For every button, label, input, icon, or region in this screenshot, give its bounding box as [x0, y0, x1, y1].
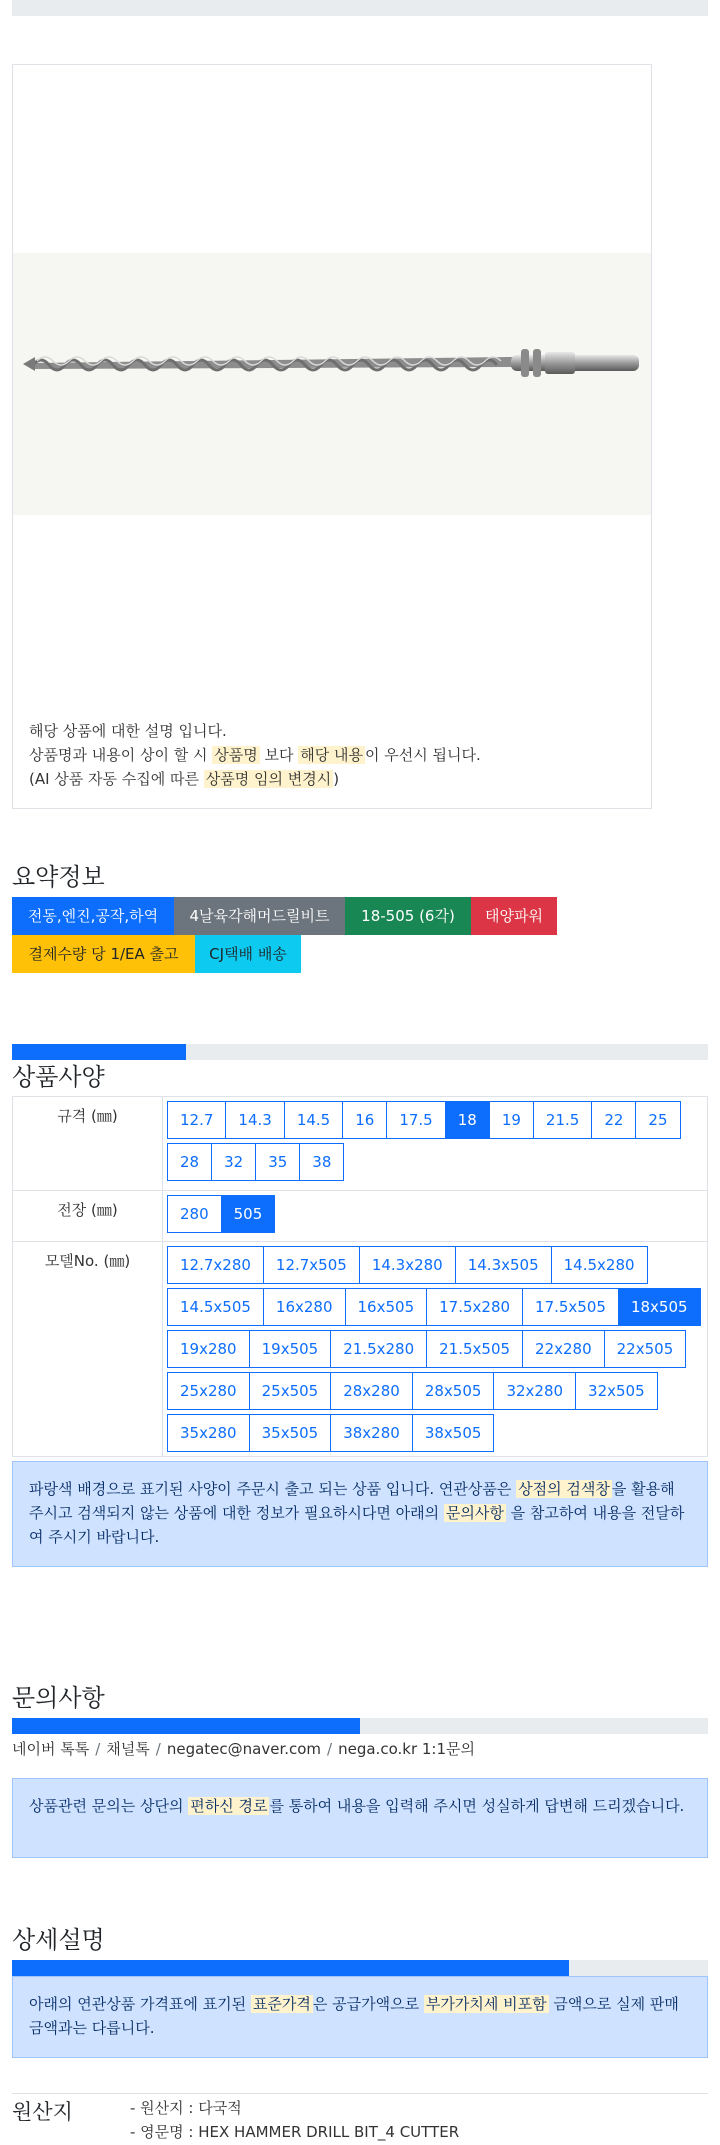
spec-option-14-3x280[interactable]: 14.3x280 [359, 1246, 456, 1284]
origin-divider [12, 2093, 708, 2094]
spec-label: 규격 (㎜) [13, 1097, 163, 1191]
top-progress-bar [12, 0, 708, 16]
summary-title: 요약정보 [12, 863, 105, 891]
spec-option-16x280[interactable]: 16x280 [263, 1288, 346, 1326]
spec-option-35x505[interactable]: 35x505 [249, 1414, 332, 1452]
spec-progress-bar [12, 1044, 708, 1060]
inquiry-notice [12, 1778, 708, 1858]
inquiry-progress-bar [12, 1718, 708, 1734]
description-line: 해당 상품에 대한 설명 입니다. [29, 722, 227, 740]
spec-table [12, 1096, 708, 1457]
text: 아래의 연관상품 가격표에 표기된 [29, 1995, 251, 2013]
spec-row-length [13, 1191, 708, 1242]
spec-option-14-5[interactable]: 14.5 [284, 1101, 343, 1139]
separator: / [327, 1740, 333, 1758]
channel-website-inquiry[interactable]: nega.co.kr 1:1문의 [338, 1740, 475, 1758]
description-line [29, 767, 481, 791]
spec-option-32[interactable]: 32 [211, 1143, 256, 1181]
spec-option-28x280[interactable]: 28x280 [330, 1372, 413, 1410]
text: 파랑색 배경으로 표기된 사양이 주문시 출고 되는 상품 입니다. 연관상품은 [29, 1480, 517, 1498]
spec-row-model [13, 1242, 708, 1457]
origin-line: - 영문명 : HEX HAMMER DRILL BIT_4 CUTTER [130, 2123, 460, 2141]
text: 을 활용해 주시고 검색되지 않는 상품에 대한 정보가 필요하시다면 아래의 [29, 1480, 675, 1522]
channel-talk[interactable]: 채널톡 [106, 1740, 150, 1758]
spec-option-17-5[interactable]: 17.5 [386, 1101, 445, 1139]
description-line [29, 743, 481, 767]
spec-option-16x505[interactable]: 16x505 [345, 1288, 428, 1326]
spec-label: 전장 (㎜) [13, 1191, 163, 1242]
spec-title: 상품사양 [12, 1063, 105, 1091]
spec-option-14-5x280[interactable]: 14.5x280 [551, 1246, 648, 1284]
spec-option-17-5x280[interactable]: 17.5x280 [426, 1288, 523, 1326]
summary-badge-model: 18-505 (6각) [345, 897, 471, 935]
text: 상품명과 내용이 상이 할 시 [29, 746, 213, 764]
spec-option-38x505[interactable]: 38x505 [412, 1414, 495, 1452]
summary-badge-shipping: CJ택배 배송 [195, 935, 301, 973]
spec-option-18x505[interactable]: 18x505 [618, 1288, 701, 1326]
spec-option-21-5[interactable]: 21.5 [533, 1101, 592, 1139]
text: 금액으로 실제 판매금액과는 다릅니다. [29, 1995, 679, 2037]
detail-progress-bar [12, 1960, 708, 1976]
spec-options [163, 1191, 708, 1242]
highlight-text: 표준가격 [252, 1995, 311, 2013]
text: 상품관련 문의는 상단의 [29, 1797, 189, 1815]
spec-option-21-5x280[interactable]: 21.5x280 [330, 1330, 427, 1368]
origin-label: 원산지 [12, 2100, 73, 2124]
highlight-text: 문의사항 [445, 1504, 504, 1522]
spec-option-28x505[interactable]: 28x505 [412, 1372, 495, 1410]
spec-option-19x280[interactable]: 19x280 [167, 1330, 250, 1368]
product-image-panel [12, 64, 652, 809]
highlight-text: 편하신 경로 [190, 1797, 268, 1815]
spec-option-280[interactable]: 280 [167, 1195, 222, 1233]
text: 을 참고하여 내용을 전달하여 주시기 바랍니다. [29, 1504, 685, 1546]
spec-options [163, 1097, 708, 1191]
spec-option-35x280[interactable]: 35x280 [167, 1414, 250, 1452]
channel-naver-talk[interactable]: 네이버 톡톡 [12, 1740, 90, 1758]
spec-notice [12, 1461, 708, 1567]
spec-option-14-5x505[interactable]: 14.5x505 [167, 1288, 264, 1326]
highlight-text: 상점의 검색창 [518, 1480, 610, 1498]
highlight-text: 해당 내용 [300, 746, 363, 764]
separator: / [155, 1740, 161, 1758]
spec-option-19x505[interactable]: 19x505 [249, 1330, 332, 1368]
highlight-text: 상품명 [214, 746, 258, 764]
spec-option-16[interactable]: 16 [342, 1101, 387, 1139]
channel-email[interactable]: negatec@naver.com [166, 1740, 322, 1758]
text: 이 우선시 됩니다. [364, 746, 481, 764]
text: 은 공급가액으로 [312, 1995, 424, 2013]
spec-option-22x505[interactable]: 22x505 [604, 1330, 687, 1368]
summary-badge-brand: 태양파워 [471, 897, 557, 935]
spec-option-22[interactable]: 22 [591, 1101, 636, 1139]
inquiry-title: 문의사항 [12, 1684, 105, 1712]
inquiry-channels [12, 1738, 475, 1759]
spec-option-18[interactable]: 18 [445, 1101, 490, 1139]
text: ) [333, 770, 340, 788]
drill-bit-image [13, 253, 651, 515]
origin-details [130, 2096, 459, 2144]
spec-option-35[interactable]: 35 [255, 1143, 300, 1181]
text: 를 통하여 내용을 입력해 주시면 성실하게 답변해 드리겠습니다. [269, 1797, 685, 1815]
spec-option-28[interactable]: 28 [167, 1143, 212, 1181]
text: (AI 상품 자동 수집에 따른 [29, 770, 204, 788]
spec-option-12-7[interactable]: 12.7 [167, 1101, 226, 1139]
spec-option-12-7x505[interactable]: 12.7x505 [263, 1246, 360, 1284]
detail-notice [12, 1976, 708, 2058]
detail-title: 상세설명 [12, 1926, 105, 1954]
spec-option-14-3[interactable]: 14.3 [225, 1101, 284, 1139]
progress-fill [12, 1960, 569, 1976]
spec-row-size [13, 1097, 708, 1191]
spec-option-32x505[interactable]: 32x505 [575, 1372, 658, 1410]
spec-option-38[interactable]: 38 [299, 1143, 344, 1181]
spec-option-14-3x505[interactable]: 14.3x505 [455, 1246, 552, 1284]
text: 보다 [259, 746, 299, 764]
spec-option-505[interactable]: 505 [221, 1195, 276, 1233]
spec-option-17-5x505[interactable]: 17.5x505 [522, 1288, 619, 1326]
origin-line: - 원산지 : 다국적 [130, 2099, 242, 2117]
spec-options [163, 1242, 708, 1457]
summary-badge-quantity: 결제수량 당 1/EA 출고 [12, 935, 195, 973]
spec-option-19[interactable]: 19 [489, 1101, 534, 1139]
spec-option-25x280[interactable]: 25x280 [167, 1372, 250, 1410]
product-description [29, 719, 481, 791]
separator: / [95, 1740, 101, 1758]
highlight-text: 상품명 임의 변경시 [205, 770, 332, 788]
spec-option-25x505[interactable]: 25x505 [249, 1372, 332, 1410]
highlight-text: 부가가치세 비포함 [425, 1995, 547, 2013]
spec-option-38x280[interactable]: 38x280 [330, 1414, 413, 1452]
summary-badge-type: 4날육각해머드릴비트 [174, 897, 345, 935]
spec-option-25[interactable]: 25 [635, 1101, 680, 1139]
product-photo [13, 253, 651, 515]
spec-option-32x280[interactable]: 32x280 [493, 1372, 576, 1410]
progress-fill [12, 1718, 360, 1734]
spec-label: 모델No. (㎜) [13, 1242, 163, 1457]
spec-option-22x280[interactable]: 22x280 [522, 1330, 605, 1368]
spec-option-21-5x505[interactable]: 21.5x505 [426, 1330, 523, 1368]
spec-option-12-7x280[interactable]: 12.7x280 [167, 1246, 264, 1284]
summary-badge-category: 전동,엔진,공작,하역 [12, 897, 174, 935]
